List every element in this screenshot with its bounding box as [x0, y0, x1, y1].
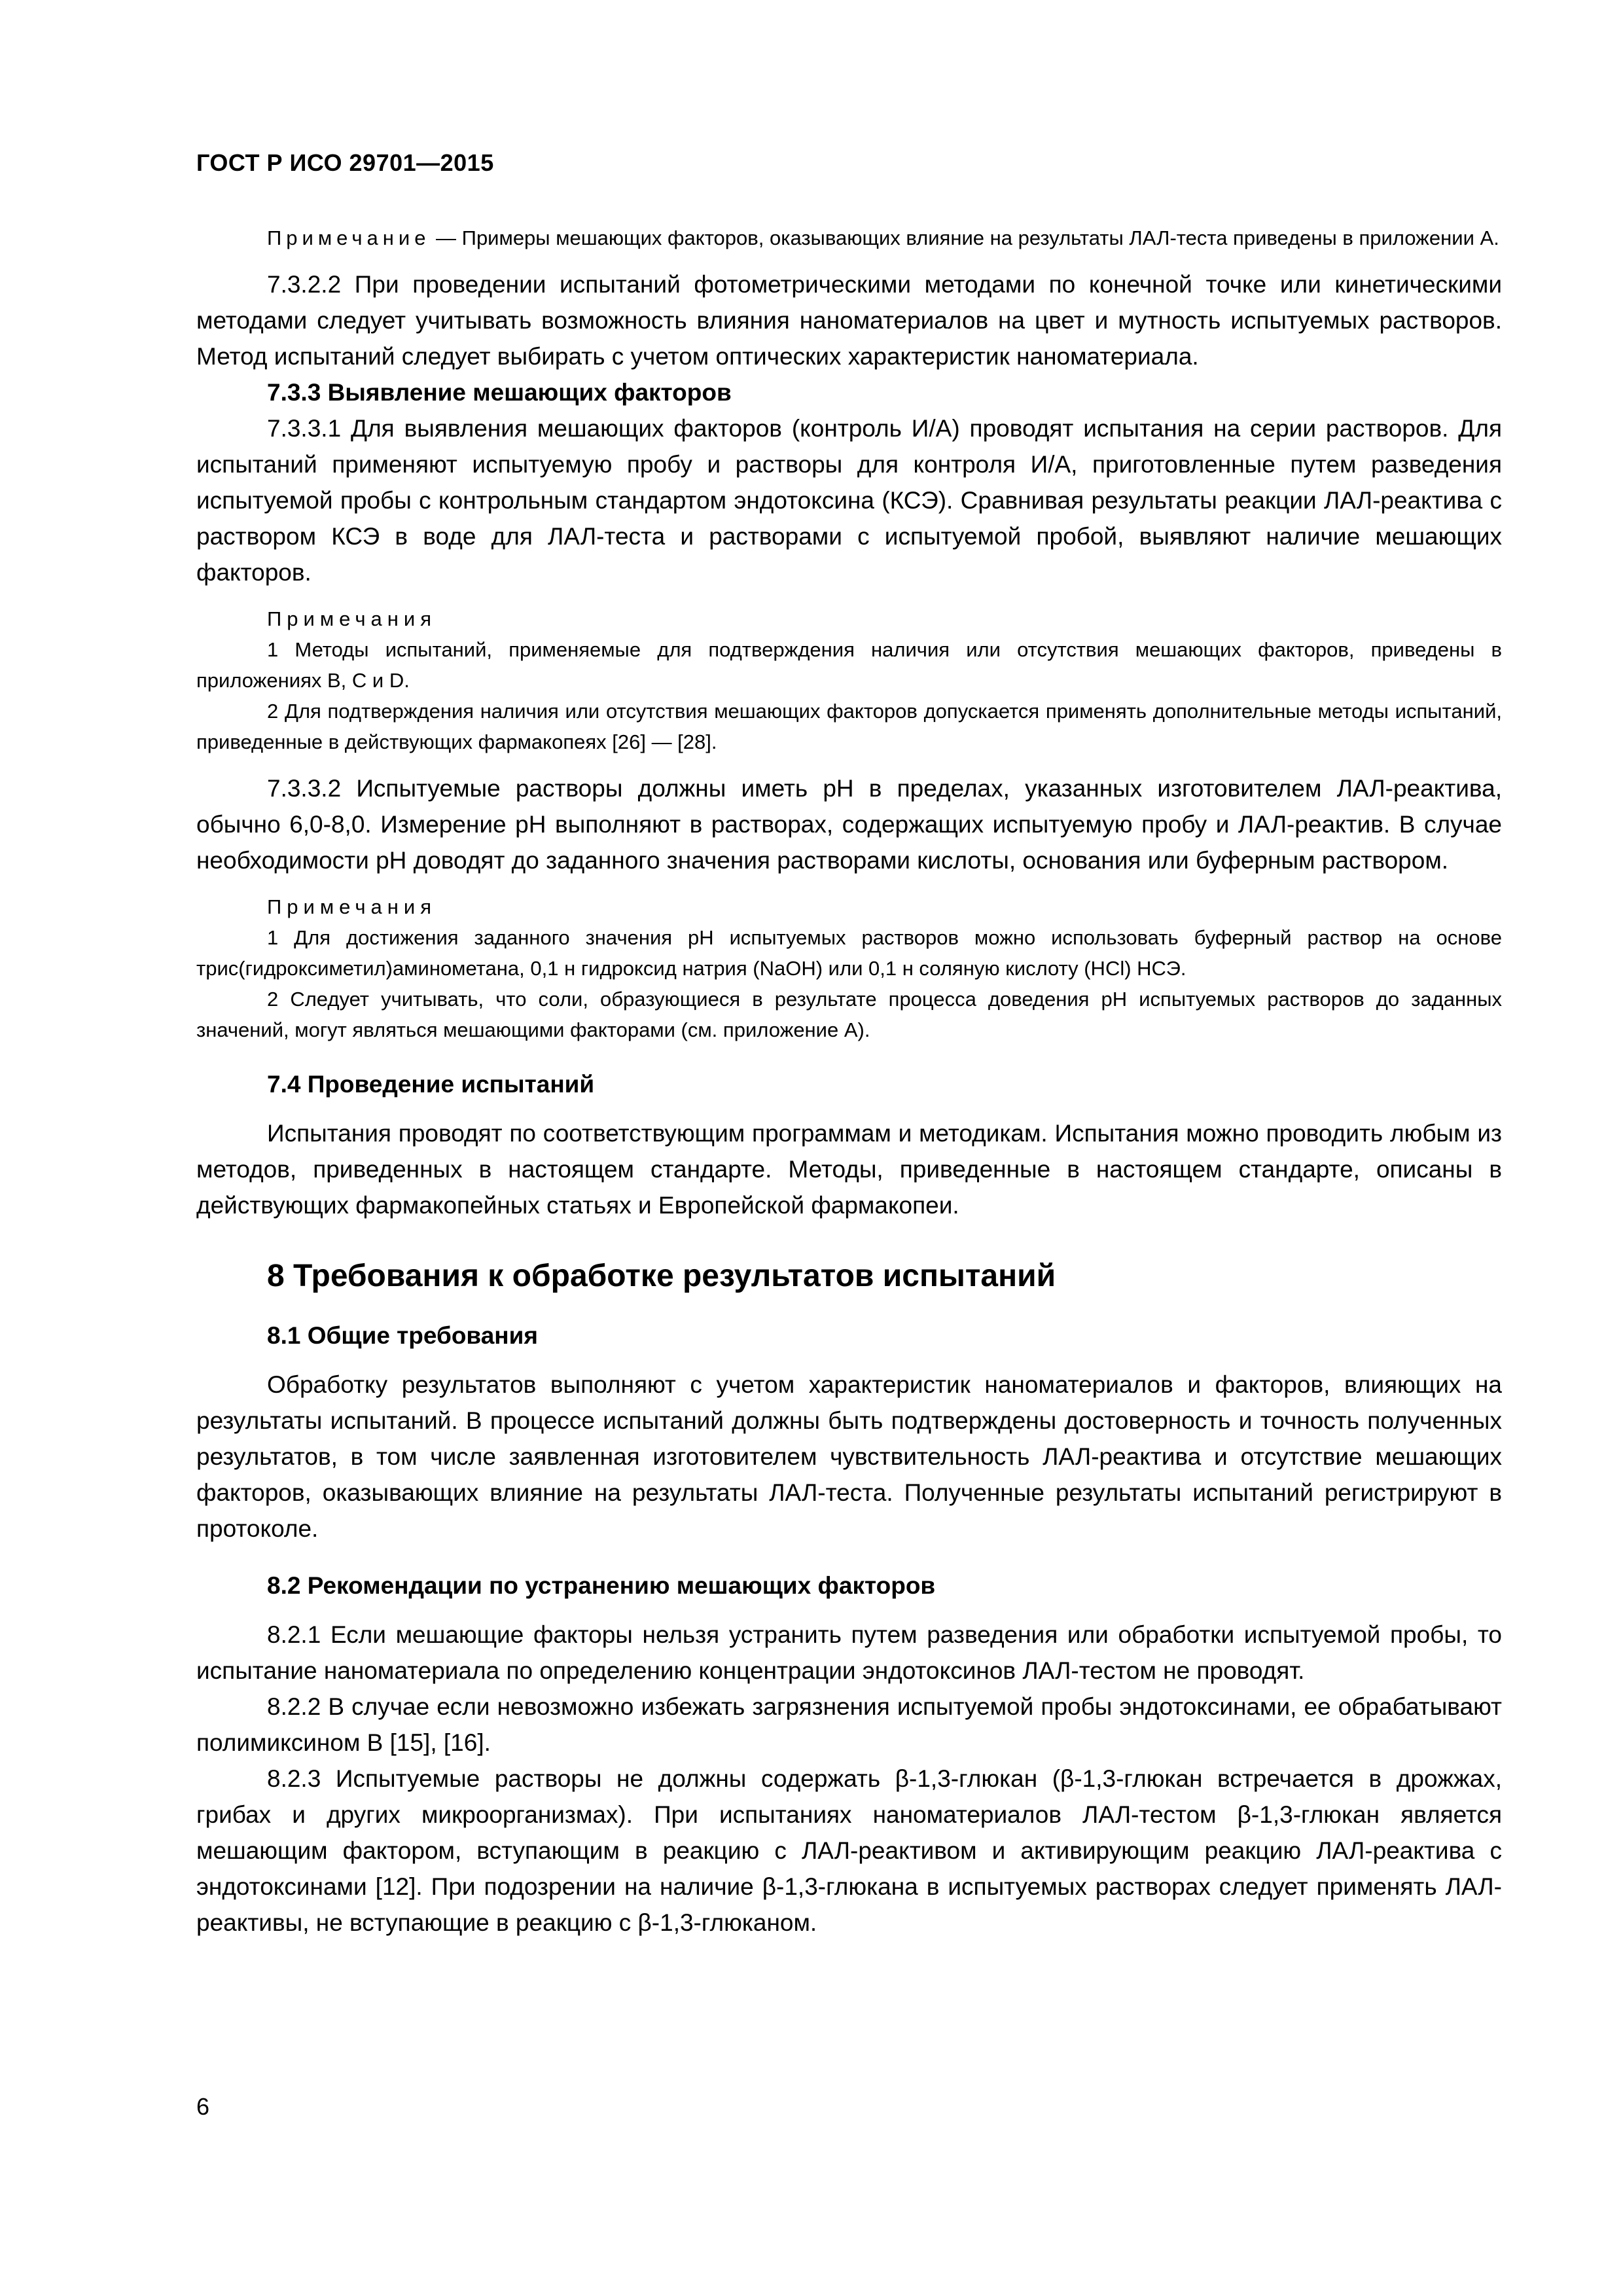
heading-8-2: 8.2 Рекомендации по устранению мешающих факторов	[267, 1572, 936, 1599]
paragraph-8-2-3: 8.2.3 Испытуемые растворы не должны содержать β-1,3-глюкан (β-1,3-глюкан встречается в дрожжах, грибах и других микроорганизмах). При испытаниях наноматериалов ЛАЛ-тестом β-1,3-глюкан является мешающим фактором, вступающим в реакцию с ЛАЛ-реактивом и активирующим реакцию ЛАЛ-реактива с эндотоксинами [12]. При подозрении на наличие β-1,3-глюкана в испытуемых растворах следует применять ЛАЛ-реактивы, не вступающие в реакцию с β-1,3-глюканом.	[196, 1765, 1502, 1936]
note-item: 2 Для подтверждения наличия или отсутствия мешающих факторов допускается применять дополнительные методы испытаний, приведенные в действующих фармакопеях [26] — [28].	[196, 700, 1502, 753]
page-number: 6	[196, 2093, 210, 2120]
note-paragraph	[196, 223, 1502, 253]
note-item: 1 Для достижения заданного значения рН испытуемых растворов можно использовать буферный раствор на основе трис(гидроксиметил)аминометана, 0,1 н гидроксид натрия (NaOH) или 0,1 н соляную кислоту (HCl) НСЭ.	[196, 926, 1502, 980]
section-heading-8: 8 Требования к обработке результатов испытаний	[267, 1259, 1056, 1293]
note-label: Примечание	[267, 226, 431, 249]
heading-7-3-3: 7.3.3 Выявление мешающих факторов	[267, 379, 732, 406]
note-text: — Примеры мешающих факторов, оказывающих влияние на результаты ЛАЛ-теста приведены в приложении А.	[430, 226, 1499, 249]
notes-heading: Примечания	[267, 607, 437, 630]
paragraph-7-4: Испытания проводят по соответствующим программам и методикам. Испытания можно проводить любым из методов, приведенных в настоящем стандарте. Методы, приведенные в настоящем стандарте, описаны в действующих фармакопейных статьях и Европейской фармакопеи.	[196, 1120, 1502, 1219]
note-item: 2 Следует учитывать, что соли, образующиеся в результате процесса доведения рН испытуемых растворов до заданных значений, могут являться мешающими факторами (см. приложение А).	[196, 988, 1502, 1041]
document-body	[196, 223, 1502, 1941]
note-item: 1 Методы испытаний, применяемые для подтверждения наличия или отсутствия мешающих факторов, приведены в приложениях В, С и D.	[196, 638, 1502, 692]
document-code: ГОСТ Р ИСО 29701—2015	[196, 149, 494, 176]
heading-7-4: 7.4 Проведение испытаний	[267, 1071, 595, 1098]
paragraph-8-2-2: 8.2.2 В случае если невозможно избежать загрязнения испытуемой пробы эндотоксинами, ее обрабатывают полимиксином В [15], [16].	[196, 1693, 1502, 1756]
paragraph-8-1: Обработку результатов выполняют с учетом характеристик наноматериалов и факторов, влияющих на результаты испытаний. В процессе испытаний должны быть подтверждены достоверность и точность полученных результатов, в том числе заявленная изготовителем чувствительность ЛАЛ-реактива и отсутствие мешающих факторов, оказывающих влияние на результаты ЛАЛ-теста. Полученные результаты испытаний регистрируют в протоколе.	[196, 1371, 1502, 1542]
heading-8-1: 8.1 Общие требования	[267, 1322, 538, 1349]
paragraph-8-2-1: 8.2.1 Если мешающие факторы нельзя устранить путем разведения или обработки испытуемой пробы, то испытание наноматериала по определению концентрации эндотоксинов ЛАЛ-тестом не проводят.	[196, 1621, 1502, 1684]
notes-heading: Примечания	[267, 895, 437, 918]
paragraph-7-3-2-2: 7.3.2.2 При проведении испытаний фотометрическими методами по конечной точке или кинетическими методами следует учитывать возможность влияния наноматериалов на цвет и мутность испытуемых растворов. Метод испытаний следует выбирать с учетом оптических характеристик наноматериала.	[196, 271, 1502, 370]
paragraph-7-3-3-2: 7.3.3.2 Испытуемые растворы должны иметь рН в пределах, указанных изготовителем ЛАЛ-реактива, обычно 6,0-8,0. Измерение рН выполняют в растворах, содержащих испытуемую пробу и ЛАЛ-реактив. В случае необходимости рН доводят до заданного значения растворами кислоты, основания или буферным раствором.	[196, 775, 1502, 874]
paragraph-7-3-3-1: 7.3.3.1 Для выявления мешающих факторов (контроль И/А) проводят испытания на серии растворов. Для испытаний применяют испытуемую пробу и растворы для контроля И/А, приготовленные путем разведения испытуемой пробы с контрольным стандартом эндотоксина (КСЭ). Сравнивая результаты реакции ЛАЛ-реактива с раствором КСЭ в воде для ЛАЛ-теста и растворами с испытуемой пробой, выявляют наличие мешающих факторов.	[196, 415, 1502, 586]
